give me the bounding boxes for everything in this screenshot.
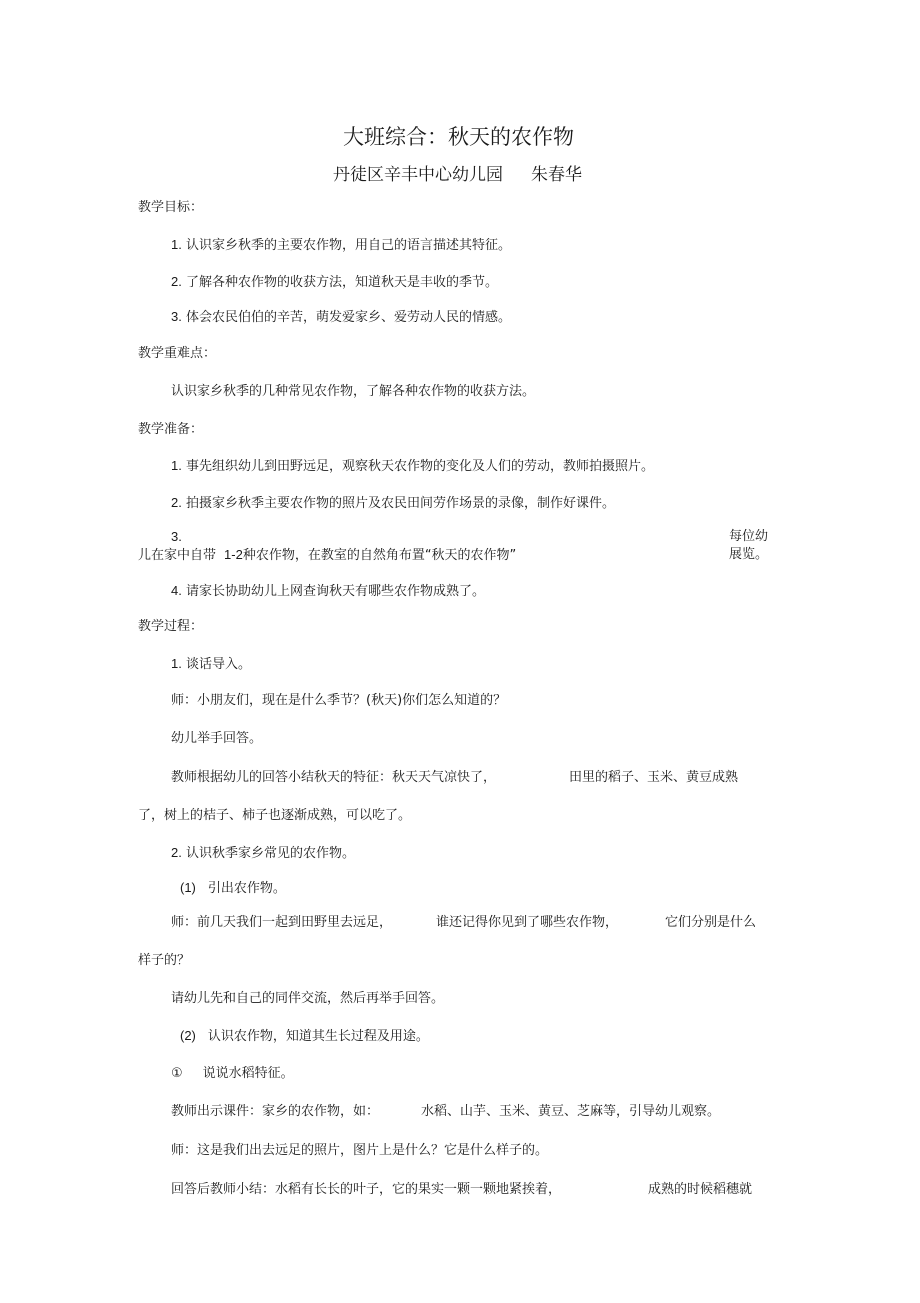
key-points-text: 认识家乡秋季的几种常见农作物，了解各种农作物的收获方法。 [171, 384, 536, 399]
preparation-item: 1. 事先组织幼儿到田野远足，观察秋天农作物的变化及人们的劳动，教师拍摄照片。 [171, 458, 654, 474]
process-step: 2. 认识秋季家乡常见的农作物。 [171, 845, 355, 861]
process-paragraph: 谁还记得你见到了哪些农作物， [436, 915, 619, 930]
process-paragraph: 师：小朋友们，现在是什么季节？(秋天)你们怎么知道的？ [171, 693, 507, 708]
process-paragraph: 请幼儿先和自己的同伴交流，然后再举手回答。 [171, 991, 445, 1006]
process-paragraph: 田里的稻子、玉米、黄豆成熟 [569, 770, 739, 785]
goal-item: 1. 认识家乡秋季的主要农作物，用自己的语言描述其特征。 [171, 237, 511, 253]
process-paragraph: 教师出示课件：家乡的农作物，如： [171, 1104, 380, 1119]
preparation-item-3-right-top: 每位幼 [729, 529, 769, 544]
preparation-item: 4. 请家长协助幼儿上网查询秋天有哪些农作物成熟了。 [171, 583, 485, 599]
preparation-item-3-line: 儿在家中自带 1-2种农作物，在教室的自然角布置“秋天的农作物” [138, 547, 517, 563]
process-paragraph: 回答后教师小结：水稻有长长的叶子，它的果实一颗一颗地紧挨着， [171, 1182, 562, 1197]
preparation-item: 2. 拍摄家乡秋季主要农作物的照片及农民田间劳作场景的录像，制作好课件。 [171, 495, 615, 511]
process-paragraph: 水稻、山芋、玉米、黄豆、芝麻等，引导幼儿观察。 [421, 1104, 721, 1119]
goal-item: 3. 体会农民伯伯的辛苦，萌发爱家乡、爱劳动人民的情感。 [171, 309, 511, 325]
key-points-heading: 教学重难点： [138, 346, 217, 361]
process-substep: (2) 认识农作物，知道其生长过程及用途。 [180, 1028, 429, 1044]
process-paragraph: 师：前几天我们一起到田野里去远足， [171, 915, 393, 930]
process-paragraph: 了，树上的桔子、柿子也逐渐成熟，可以吃了。 [138, 808, 412, 823]
process-paragraph: 幼儿举手回答。 [171, 731, 263, 746]
preparation-item-3-num: 3. [171, 529, 182, 544]
process-paragraph: 成熟的时候稻穗就 [648, 1182, 753, 1197]
process-paragraph: 师：这是我们出去远足的照片，图片上是什么？它是什么样子的。 [171, 1143, 549, 1158]
process-substep: (1) 引出农作物。 [180, 880, 286, 896]
process-paragraph: 它们分别是什么 [665, 915, 757, 930]
process-substep: ① 说说水稻特征。 [171, 1066, 294, 1081]
school-name: 丹徒区辛丰中心幼儿园 [333, 165, 503, 185]
process-paragraph: 教师根据幼儿的回答小结秋天的特征：秋天天气凉快了， [171, 770, 497, 785]
preparation-item-3-right-bottom: 展览。 [729, 547, 769, 562]
goal-item: 2. 了解各种农作物的收获方法，知道秋天是丰收的季节。 [171, 274, 498, 290]
goals-heading: 教学目标： [138, 200, 204, 215]
author-line [333, 165, 582, 185]
process-step: 1. 谈话导入。 [171, 656, 251, 672]
author-name: 朱春华 [531, 165, 582, 185]
process-paragraph: 样子的？ [138, 953, 191, 968]
process-heading: 教学过程： [138, 619, 204, 634]
document-title: 大班综合：秋天的农作物 [343, 125, 574, 149]
preparation-heading: 教学准备： [138, 422, 204, 437]
